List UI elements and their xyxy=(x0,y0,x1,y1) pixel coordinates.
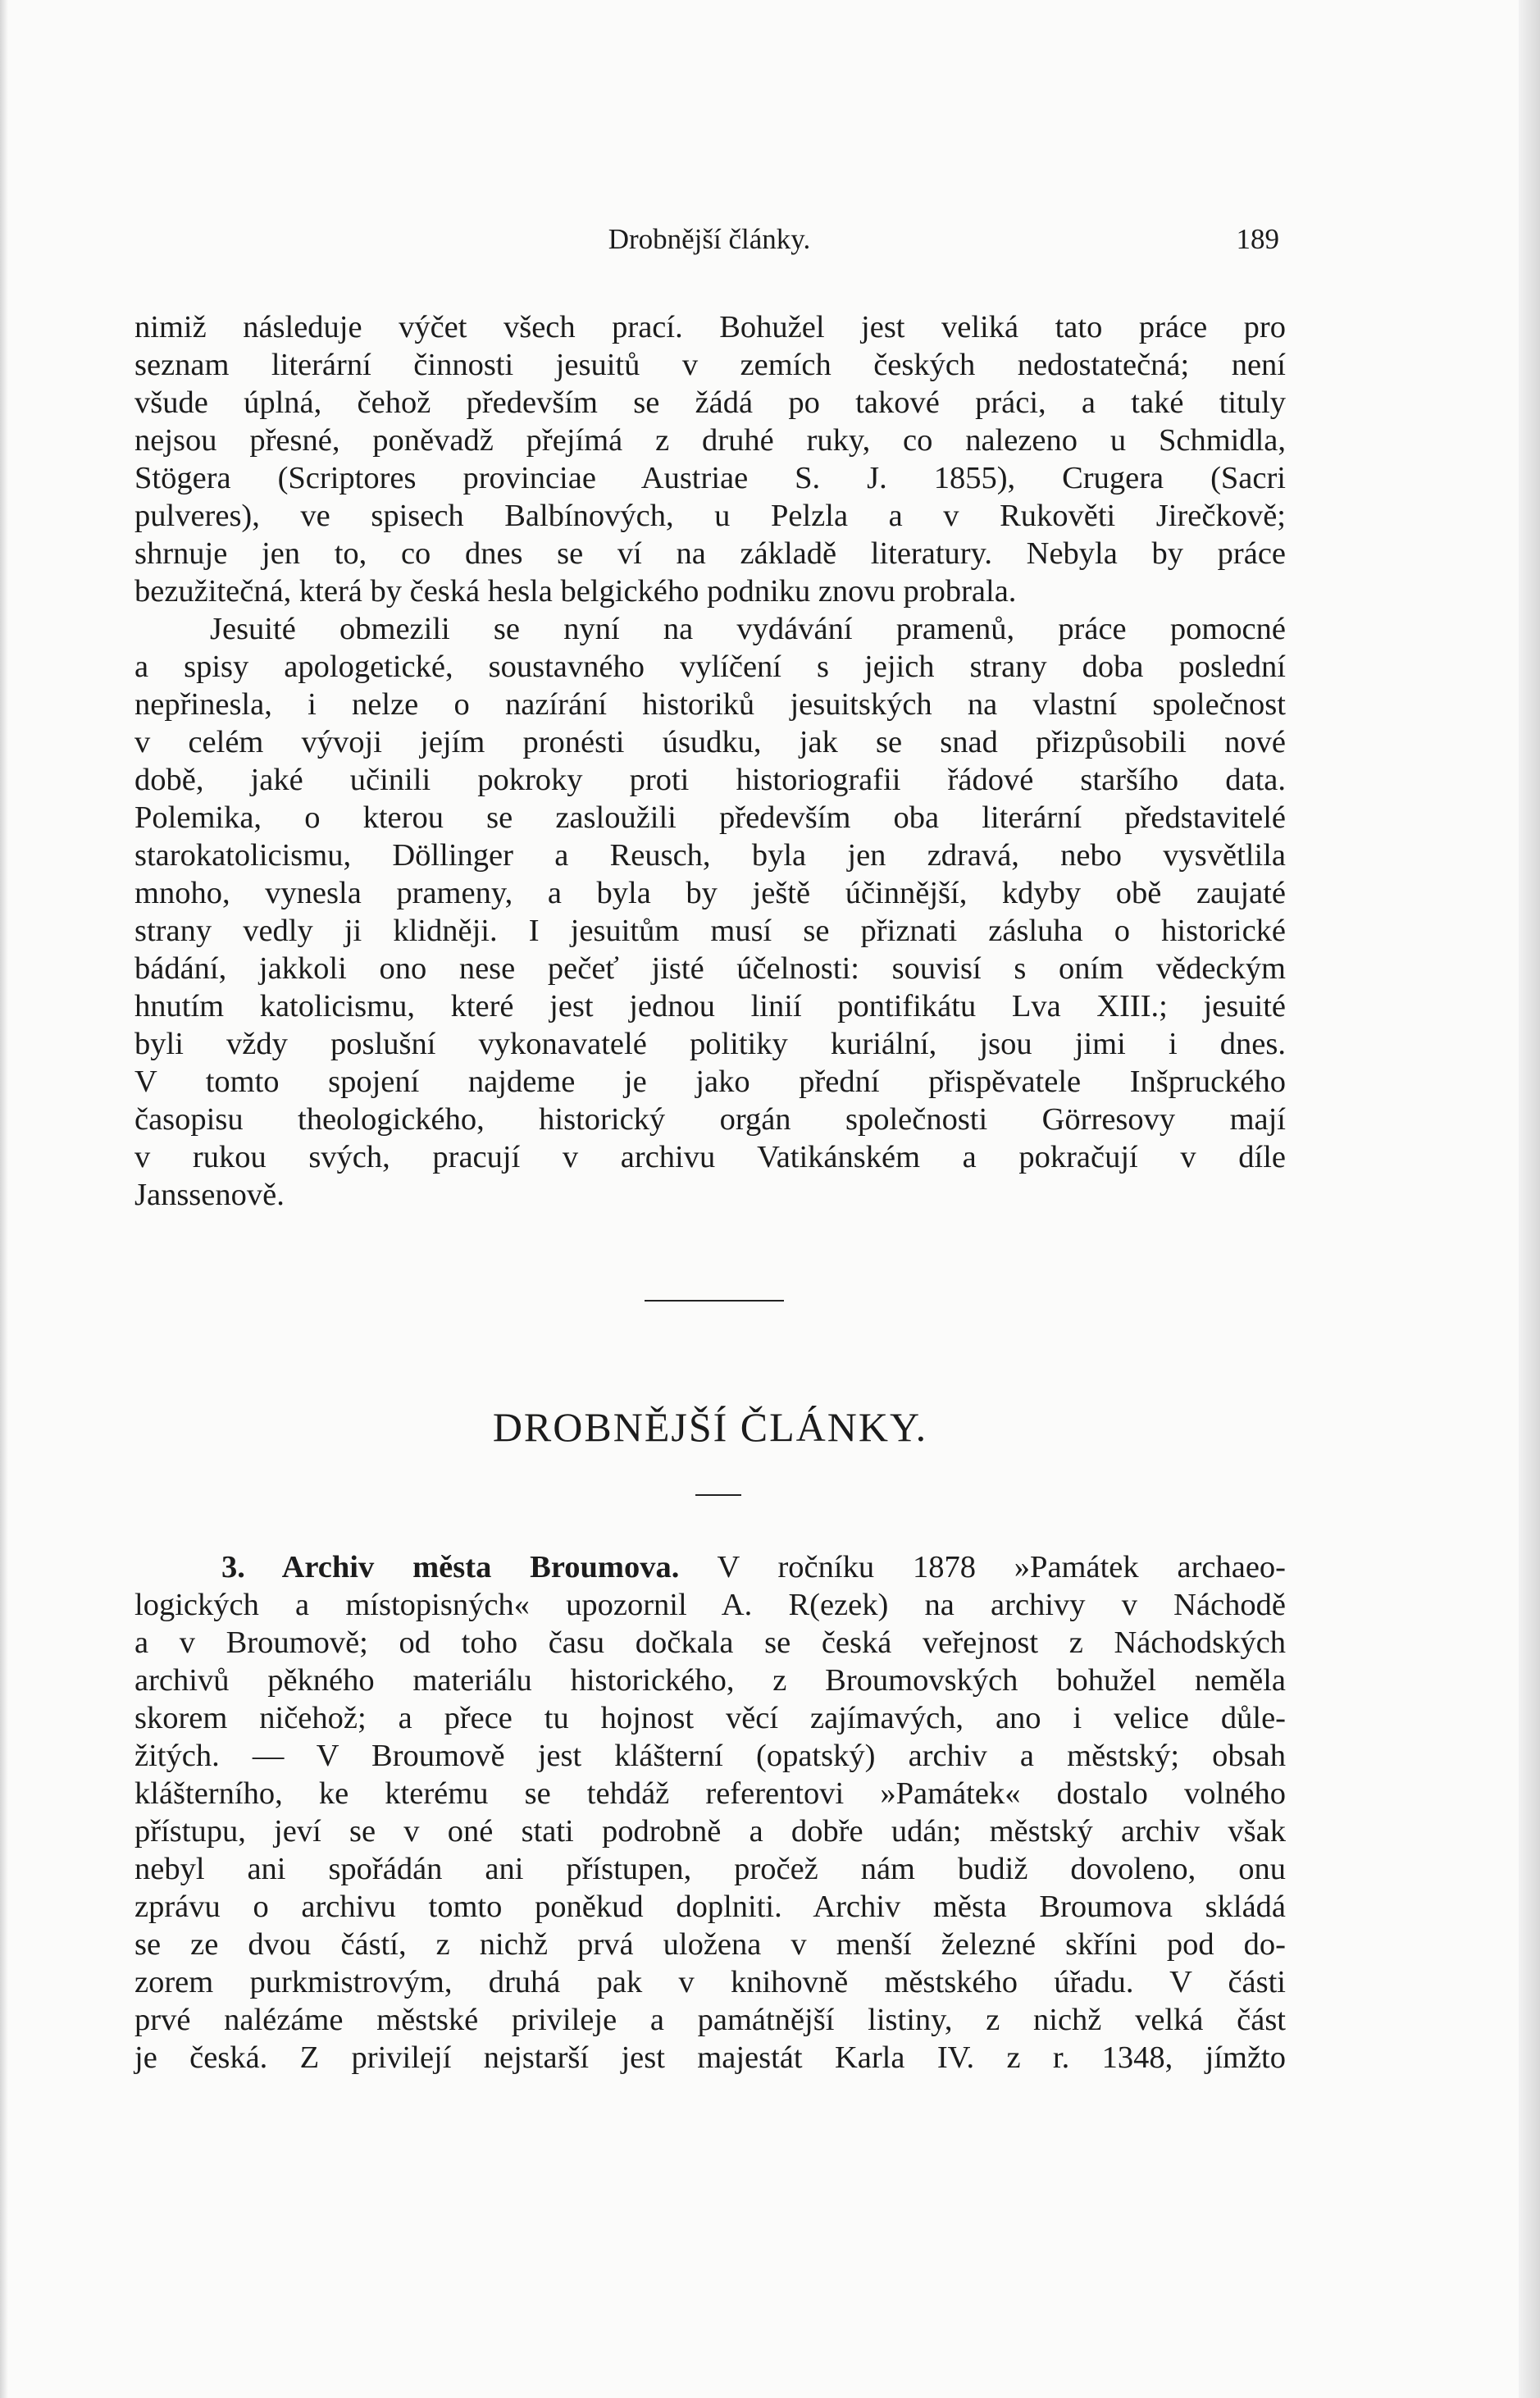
paragraph-jesuits xyxy=(134,610,1286,1214)
section-heading: DROBNĚJŠÍ ČLÁNKY. xyxy=(492,1404,928,1450)
text-line: shrnuje jen to, co dnes se ví na základě literatury. Nebyla by práce xyxy=(134,536,1286,571)
text-line: nejsou přesné, poněvadž přejímá z druhé ruky, co nalezeno u Schmidla, xyxy=(134,423,1286,458)
text-line: V tomto spojení najdeme je jako přední přispěvatele Inšpruckého xyxy=(134,1065,1286,1099)
entry-archiv-broumova xyxy=(134,1548,1286,2077)
text-line: logických a místopisných« upozornil A. R(ezek) na archivy v Náchodě xyxy=(134,1588,1286,1622)
running-title: Drobnější články. xyxy=(608,223,811,255)
text-line: klášterního, ke kterému se tehdáž referentovi »Památek« dostalo volného xyxy=(134,1776,1286,1811)
section-divider xyxy=(645,1300,784,1302)
text-line: Janssenově. xyxy=(134,1178,285,1212)
heading-underline xyxy=(695,1494,741,1496)
text-line: bádání, jakkoli ono nese pečeť jisté účelnosti: souvisí s oním vědeckým xyxy=(134,951,1286,986)
text-line: nebyl ani spořádán ani přístupen, pročež nám budiž dovoleno, onu xyxy=(134,1852,1286,1886)
text-line: době, jaké učinili pokroky proti historiografii řádové staršího data. xyxy=(134,763,1286,797)
text-line: prvé nalézáme městské privileje a památnější listiny, z nichž velká část xyxy=(134,2003,1286,2037)
text-line: nepřinesla, i nelze o nazírání historiků jesuitských na vlastní společnost xyxy=(134,687,1286,722)
text-line: Jesuité obmezili se nyní na vydávání pramenů, práce pomocné xyxy=(210,612,1286,646)
text-line: Polemika, o kterou se zasloužili především oba literární představitelé xyxy=(134,800,1286,835)
text-line: všude úplná, čehož především se žádá po takové práci, a také tituly xyxy=(134,385,1286,420)
text-line: mnoho, vynesla prameny, a byla by ještě účinnější, kdyby obě zaujaté xyxy=(134,876,1286,910)
text-line: žitých. — V Broumově jest klášterní (opatský) archiv a městský; obsah xyxy=(134,1739,1286,1773)
text-line: a v Broumově; od toho času dočkala se česká veřejnost z Náchodských xyxy=(134,1625,1286,1660)
running-head xyxy=(139,223,1279,264)
entry-first-line-rest: V ročníku 1878 »Památek archaeo- xyxy=(679,1550,1286,1584)
text-line: časopisu theologického, historický orgán společnosti Görresovy mají xyxy=(134,1102,1286,1137)
text-line: a spisy apologetické, soustavného vylíčení s jejich strany doba poslední xyxy=(134,650,1286,684)
text-line: bezužitečná, která by česká hesla belgického podniku znovu probrala. xyxy=(134,574,1017,609)
text-line: archivů pěkného materiálu historického, z Broumovských bohužel neměla xyxy=(134,1663,1286,1698)
text-line: strany vedly ji klidněji. I jesuitům musí se přiznati zásluha o historické xyxy=(134,914,1286,948)
text-line: se ze dvou částí, z nichž prvá uložena v menší železné skříni pod do- xyxy=(134,1927,1286,1962)
page-edge-right xyxy=(1519,0,1540,2398)
text-line: je česká. Z privilejí nejstarší jest majestát Karla IV. z r. 1348, jímžto xyxy=(134,2040,1286,2075)
text-line: nimiž následuje výčet všech prací. Bohužel jest veliká tato práce pro xyxy=(134,310,1286,344)
text-line: seznam literární činnosti jesuitů v zemích českých nedostatečná; není xyxy=(134,348,1286,382)
text-line: zorem purkmistrovým, druhá pak v knihovně městského úřadu. V části xyxy=(134,1965,1286,1999)
text-line: Stögera (Scriptores provinciae Austriae S. J. 1855), Crugera (Sacri xyxy=(134,461,1286,495)
page-number: 189 xyxy=(1236,223,1279,255)
text-line: byli vždy poslušní vykonavatelé politiky kuriální, jsou jimi i dnes. xyxy=(134,1027,1286,1061)
page-edge-left xyxy=(0,0,8,2398)
entry-first-line xyxy=(134,1548,1286,1586)
text-line: v celém vývoji jejím pronésti úsudku, jak se snad přizpůsobili nové xyxy=(134,725,1286,759)
text-line: hnutím katolicismu, které jest jednou linií pontifikátu Lva XIII.; jesuité xyxy=(134,989,1286,1023)
entry-lead: 3. Archiv města Broumova. xyxy=(221,1550,680,1584)
text-line: starokatolicismu, Döllinger a Reusch, byla jen zdravá, nebo vysvětlila xyxy=(134,838,1286,873)
text-line: skorem ničehož; a přece tu hojnost věcí zajímavých, ano i velice důle- xyxy=(134,1701,1286,1735)
text-line: zprávu o archivu tomto poněkud doplniti. Archiv města Broumova skládá xyxy=(134,1890,1286,1924)
text-line: v rukou svých, pracují v archivu Vatikánském a pokračují v díle xyxy=(134,1140,1286,1174)
paragraph-continuation xyxy=(134,308,1286,610)
text-line: pulveres), ve spisech Balbínových, u Pelzla a v Rukověti Jirečkově; xyxy=(134,499,1286,533)
text-line: přístupu, jeví se v oné stati podrobně a dobře udán; městský archiv však xyxy=(134,1814,1286,1849)
